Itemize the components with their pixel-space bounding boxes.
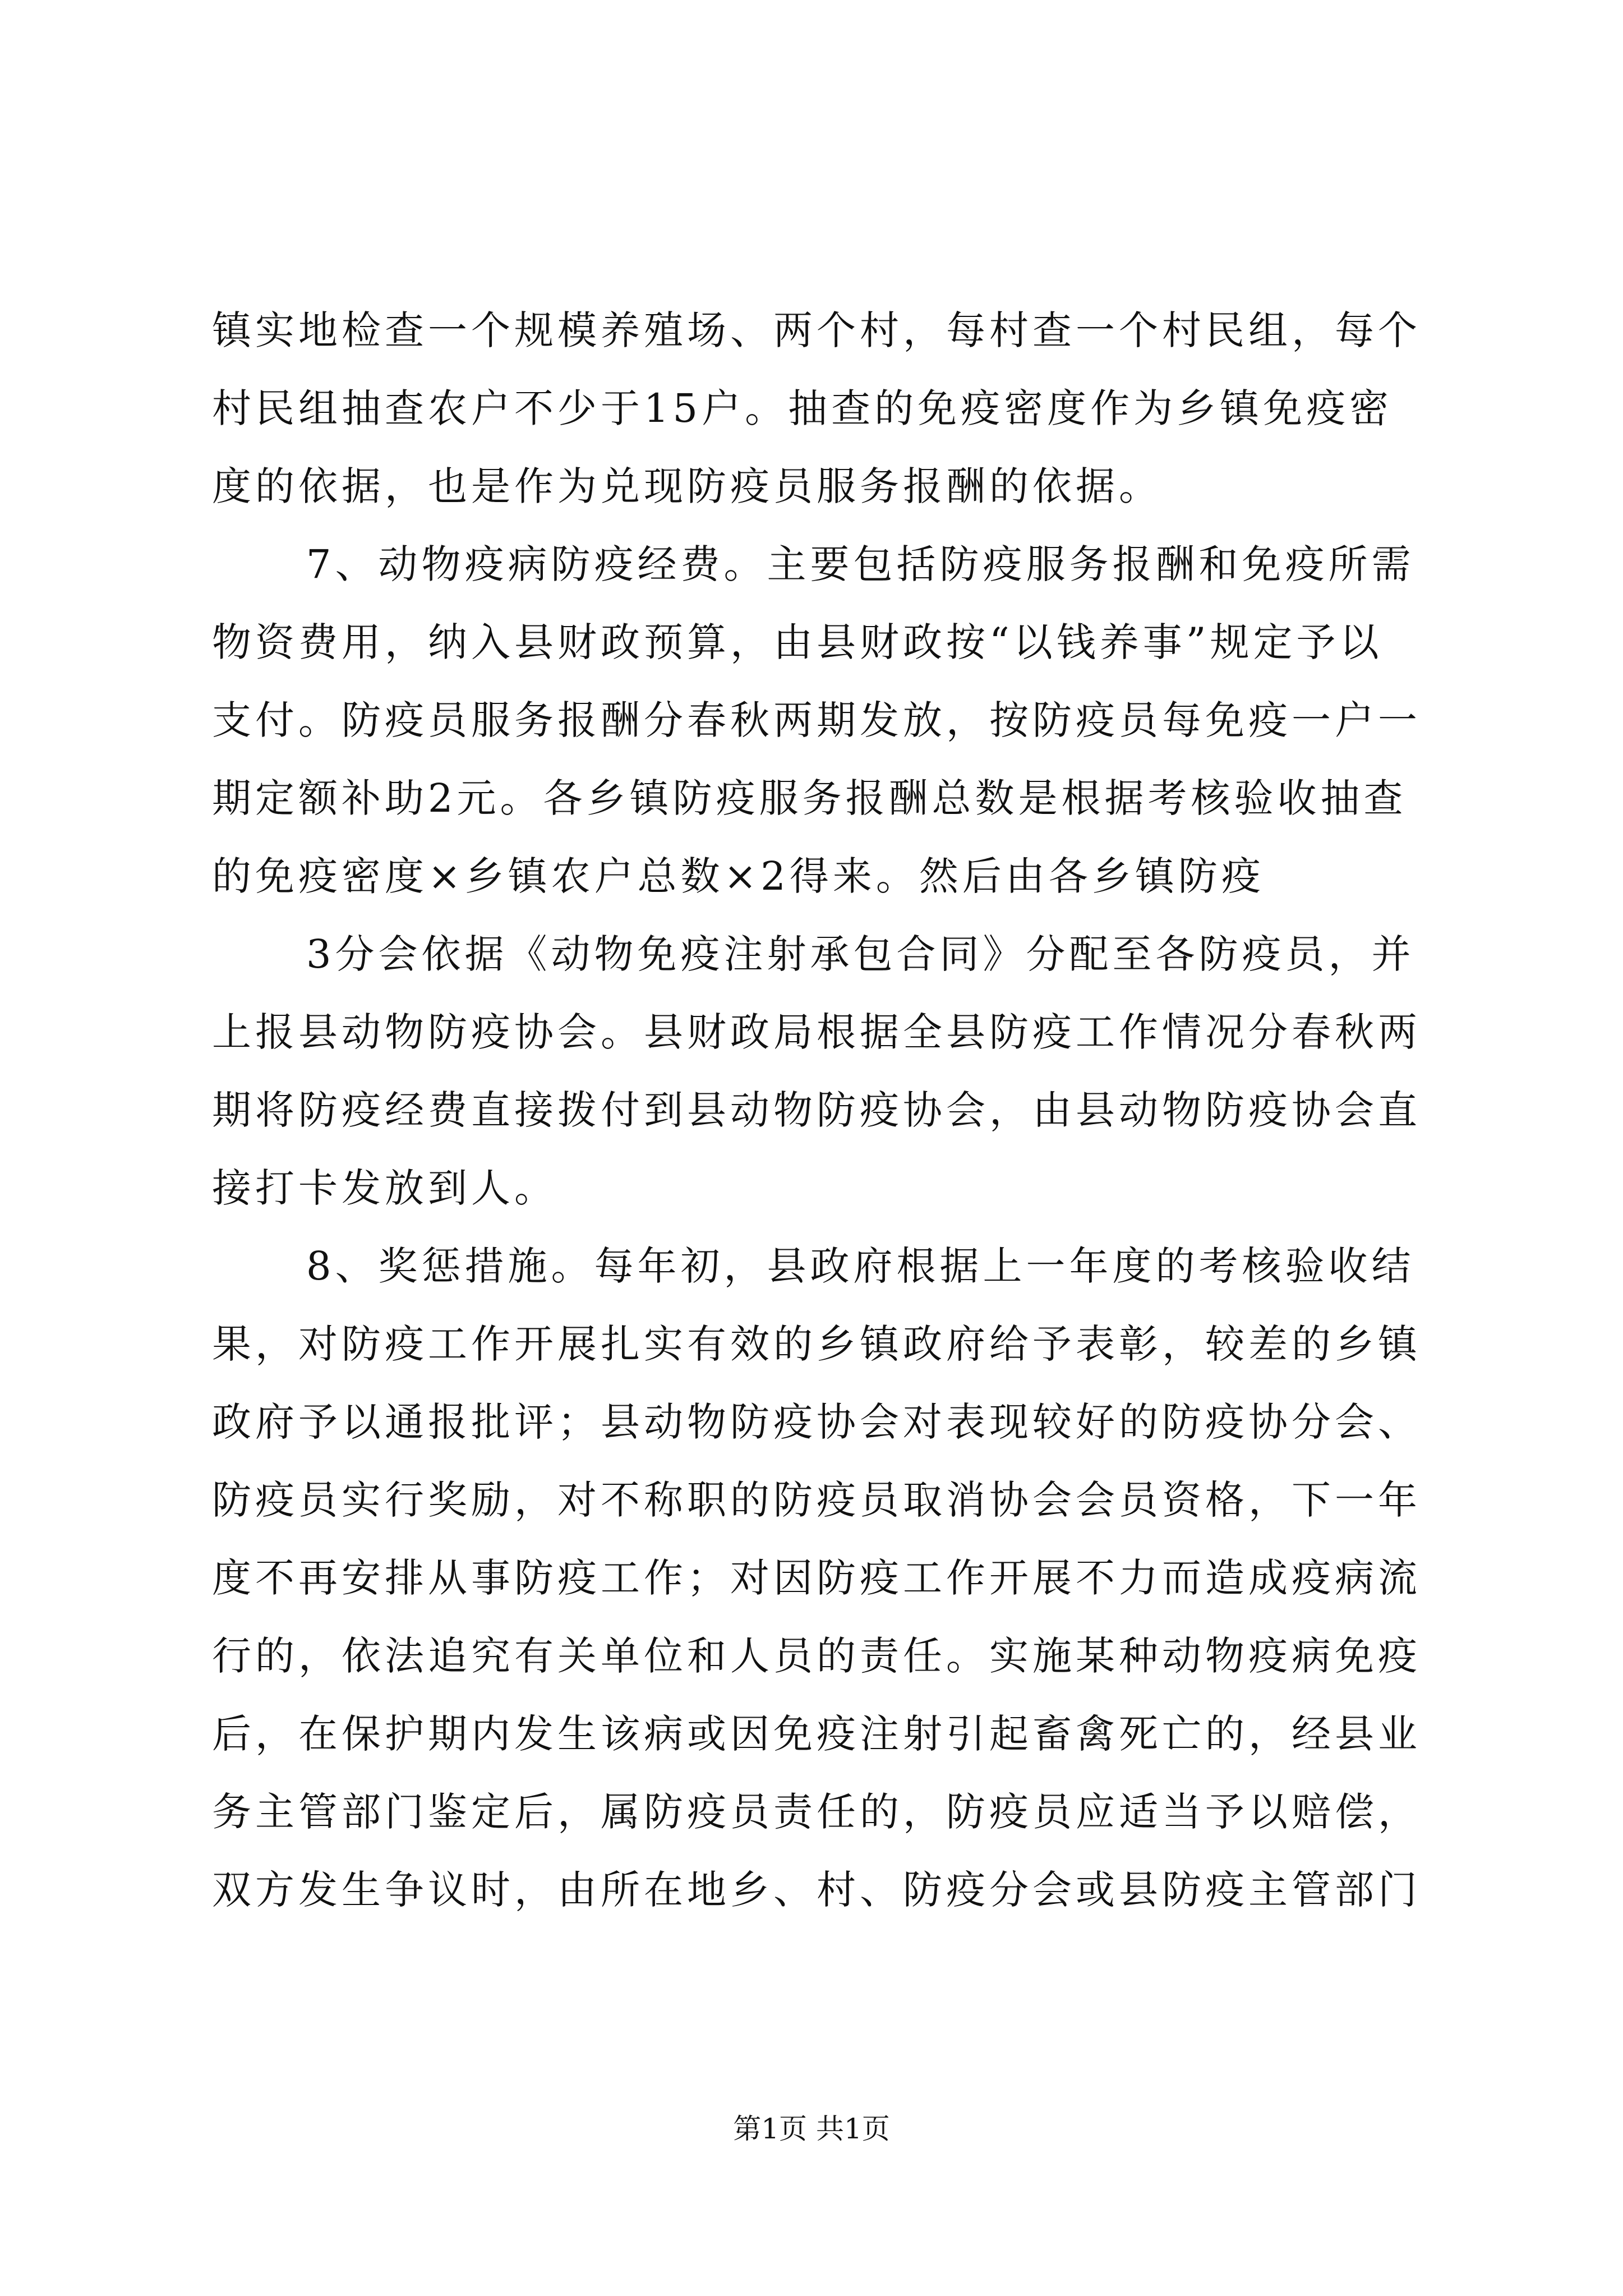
paragraph-start-line: 8、奖惩措施。每年初，县政府根据上一年度的考核验收结 (306, 1243, 1415, 1289)
text-line: 政府予以通报批评；县动物防疫协会对表现较好的防疫协分会、 (212, 1399, 1421, 1445)
document-body (212, 292, 1421, 1929)
text-line: 接打卡发放到人。 (212, 1165, 557, 1211)
text-line: 支付。防疫员服务报酬分春秋两期发放，按防疫员每免疫一户一 (212, 697, 1421, 743)
page-number-footer: 第1页 共1页 (733, 2113, 890, 2145)
text-line: 期定额补助2元。各乡镇防疫服务报酬总数是根据考核验收抽查 (212, 775, 1407, 821)
text-line: 行的，依法追究有关单位和人员的责任。实施某种动物疫病免疫 (212, 1633, 1421, 1679)
text-line: 防疫员实行奖励，对不称职的防疫员取消协会会员资格，下一年 (212, 1477, 1421, 1523)
paragraph-start-line: 3分会依据《动物免疫注射承包合同》分配至各防疫员，并 (306, 931, 1415, 977)
text-line: 务主管部门鉴定后，属防疫员责任的，防疫员应适当予以赔偿， (212, 1789, 1421, 1835)
paragraph-start-line: 7、动物疫病防疫经费。主要包括防疫服务报酬和免疫所需 (306, 541, 1415, 587)
text-line: 上报县动物防疫协会。县财政局根据全县防疫工作情况分春秋两 (212, 1009, 1421, 1055)
text-line: 度不再安排从事防疫工作；对因防疫工作开展不力而造成疫病流 (212, 1555, 1421, 1601)
text-line: 双方发生争议时，由所在地乡、村、防疫分会或县防疫主管部门 (212, 1867, 1421, 1913)
text-line: 镇实地检查一个规模养殖场、两个村，每村查一个村民组，每个 (212, 307, 1421, 353)
text-line: 期将防疫经费直接拨付到县动物防疫协会，由县动物防疫协会直 (212, 1087, 1421, 1133)
text-line: 村民组抽查农户不少于15户。抽查的免疫密度作为乡镇免疫密 (212, 385, 1393, 431)
text-line: 的免疫密度×乡镇农户总数×2得来。然后由各乡镇防疫 (212, 853, 1265, 899)
text-line: 后，在保护期内发生该病或因免疫注射引起畜禽死亡的，经县业 (212, 1711, 1421, 1757)
text-line: 度的依据，也是作为兑现防疫员服务报酬的依据。 (212, 463, 1162, 509)
text-line: 物资费用，纳入县财政预算，由县财政按“以钱养事”规定予以 (212, 619, 1383, 665)
text-line: 果，对防疫工作开展扎实有效的乡镇政府给予表彰，较差的乡镇 (212, 1321, 1421, 1367)
